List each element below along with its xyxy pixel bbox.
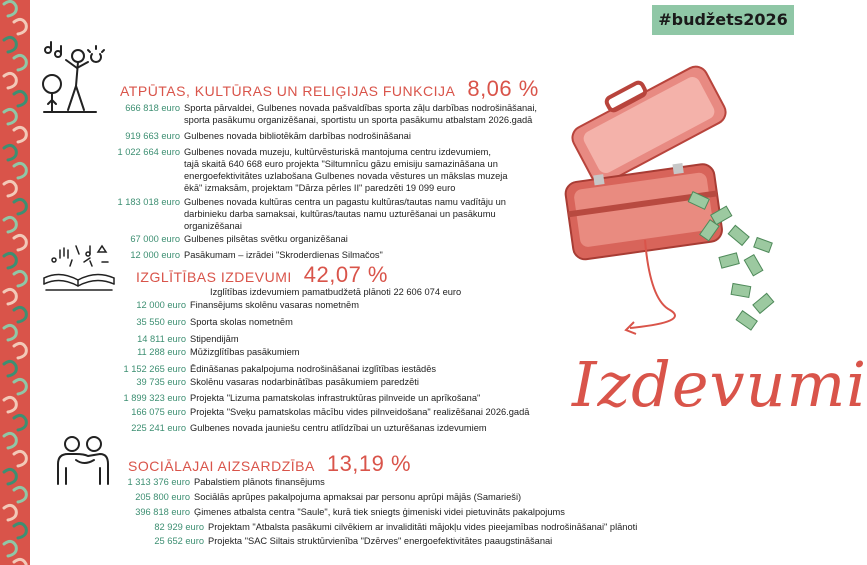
- dancing-people-icon: [38, 44, 108, 116]
- stripe-squiggle: [4, 217, 16, 232]
- budget-line-item: [100, 233, 348, 245]
- budget-line-item: [94, 476, 325, 488]
- budget-line-item: [94, 346, 300, 358]
- open-suitcase-with-money-illustration: [540, 60, 780, 360]
- amount: 35 550 euro: [136, 317, 186, 327]
- stripe-squiggle: [4, 397, 16, 412]
- item-description: Finansējums skolēnu vasaras nometnēm: [190, 300, 359, 310]
- budget-line-item: [100, 146, 508, 194]
- budget-line-item: [94, 422, 487, 434]
- amount: 919 663 euro: [125, 131, 180, 141]
- stripe-squiggle: [14, 415, 26, 430]
- budget-line-item: [94, 535, 552, 547]
- item-description: Sporta skolas nometnēm: [190, 317, 293, 327]
- amount: 205 800 euro: [135, 492, 190, 502]
- stripe-squiggle: [14, 487, 26, 502]
- education-section-heading: [136, 262, 388, 288]
- suitcase-body: [564, 159, 724, 261]
- culture-section-heading: [120, 76, 539, 102]
- stripe-squiggle: [4, 145, 16, 160]
- item-description: Gulbenes novada jauniešu centru atlīdzībai un uzturēšanas izdevumiem: [190, 423, 487, 433]
- item-description: Ēdināšanas pakalpojuma nodrošināšanai izglītības iestādēs: [190, 364, 437, 374]
- amount: 12 000 euro: [136, 300, 186, 310]
- amount: 67 000 euro: [130, 234, 180, 244]
- stripe-squiggle: [4, 37, 16, 52]
- stripe-squiggle: [14, 559, 26, 565]
- stripe-squiggle: [14, 451, 26, 466]
- stripe-squiggle: [4, 505, 16, 520]
- budget-line-item: [94, 406, 529, 418]
- item-description: Projekta "Lizuma pamatskolas infrastruktūras pilnveide un aprīkošana": [190, 393, 481, 403]
- stripe-squiggle: [14, 235, 26, 250]
- stripe-squiggle: [4, 433, 16, 448]
- budget-line-item: [94, 333, 239, 345]
- stripe-squiggle: [14, 55, 26, 70]
- budget-line-item: [94, 521, 637, 533]
- item-description: Gulbenes novada muzeju, kultūrvēsturiskā mantojuma centru izdevumiem, tajā skaitā 640 668 euro projekta "Siltumnīcu gāzu emisiju samazināšana un energoefektivitātes uzlabošana Gulbenes novada vēstures un mākslas muzeja ēkā" izmaksām, projektam "Dārza pērles II" paredzēti 19 099 euro: [184, 147, 508, 193]
- item-description: Projektam "Atbalsta pasākumi cilvēkiem ar invaliditāti mājokļu vides pieejamības nodrošināšanai" plānoti: [208, 522, 638, 532]
- stripe-squiggle: [4, 361, 16, 376]
- open-book-icon: [40, 240, 118, 296]
- budget-line-item: [100, 196, 506, 232]
- culture-percent: 8,06 %: [467, 76, 539, 101]
- item-description: Gulbenes novada kultūras centra un pagastu kultūras/tautas namu vadītāju un darbinieku darba samaksai, kultūras/tautas namu uzturēšanai un pasākumu organizēšanai: [184, 197, 506, 231]
- amount: 1 313 376 euro: [127, 477, 190, 487]
- item-description: Sporta pārvaldei, Gulbenes novada pašvaldības sporta zāļu darbības nodrošināšanai, sporta pasākumu organizēšanai, sportistu un sporta pasākumu atbalstam 2026.gadā: [184, 103, 537, 125]
- education-section-title: IZGLĪTĪBAS IZDEVUMI: [136, 269, 292, 285]
- item-description: Pasākumam – izrādei "Skroderdienas Silmačos": [184, 250, 383, 260]
- stripe-squiggle: [14, 163, 26, 178]
- education-percent: 42,07 %: [303, 262, 388, 287]
- decorative-side-stripe: [0, 0, 30, 565]
- item-description: Stipendijām: [190, 334, 239, 344]
- stripe-squiggle: [4, 253, 16, 268]
- culture-section-title: ATPŪTAS, KULTŪRAS UN RELIĢIJAS FUNKCIJA: [120, 83, 456, 99]
- stripe-squiggle: [4, 541, 16, 556]
- amount: 14 811 euro: [137, 334, 186, 344]
- stripe-squiggle: [14, 523, 26, 538]
- amount: 39 735 euro: [136, 377, 186, 387]
- stripe-squiggle: [14, 199, 26, 214]
- stripe-squiggle: [4, 325, 16, 340]
- budget-line-item: [100, 249, 383, 261]
- amount: 1 152 265 euro: [123, 364, 186, 374]
- stripe-squiggle: [4, 469, 16, 484]
- item-description: Sociālās aprūpes pakalpojuma apmaksai par personu aprūpi mājās (Samarieši): [194, 492, 522, 502]
- expenses-script-title: Izdevumi: [572, 348, 867, 421]
- item-description: Mūžizglītības pasākumiem: [190, 347, 300, 357]
- budget-line-item: [94, 392, 480, 404]
- amount: 11 288 euro: [137, 347, 186, 357]
- education-subtitle: Izglītības izdevumiem pamatbudžetā plānoti 22 606 074 euro: [210, 287, 462, 297]
- item-description: Projekta "SAC Siltais struktūrvienība "Dzērves" energoefektivitātes paaugstināšanai: [208, 536, 553, 546]
- item-description: Gulbenes pilsētas svētku organizēšanai: [184, 234, 348, 244]
- amount: 1 899 323 euro: [123, 393, 186, 403]
- amount: 1 183 018 euro: [117, 197, 180, 207]
- stripe-squiggle: [14, 379, 26, 394]
- amount: 666 818 euro: [125, 103, 180, 113]
- stripe-squiggle: [4, 109, 16, 124]
- stripe-squiggle: [14, 271, 26, 286]
- budget-line-item: [94, 506, 565, 518]
- budget-line-item: [94, 316, 293, 328]
- social-section-heading: [128, 451, 411, 477]
- social-percent: 13,19 %: [326, 451, 412, 476]
- stripe-squiggle: [4, 73, 16, 88]
- amount: 82 929 euro: [154, 522, 204, 532]
- amount: 25 652 euro: [154, 536, 204, 546]
- stripe-squiggle: [14, 19, 26, 34]
- item-description: Gulbenes novada bibliotēkām darbības nodrošināšanai: [184, 131, 411, 141]
- item-description: Ģimenes atbalsta centra "Saule", kurā tiek sniegts ģimeniski videi pietuvināts pakalpojums: [194, 507, 565, 517]
- budget-line-item: [94, 491, 521, 503]
- stripe-squiggle: [4, 181, 16, 196]
- item-description: Skolēnu vasaras nodarbinātības pasākumiem paredzēti: [190, 377, 419, 387]
- stripe-squiggle: [14, 307, 26, 322]
- hashtag-badge: #budžets2026: [652, 5, 794, 35]
- stripe-squiggle: [14, 127, 26, 142]
- amount: 225 241 euro: [131, 423, 186, 433]
- stripe-squiggle: [4, 289, 16, 304]
- stripe-squiggle: [4, 1, 16, 16]
- item-description: Projekta "Sveķu pamatskolas mācību vides pilnveidošana" realizēšanai 2026.gadā: [190, 407, 530, 417]
- budget-line-item: [94, 299, 359, 311]
- amount: 12 000 euro: [130, 250, 180, 260]
- budget-line-item: [94, 363, 436, 375]
- social-section-title: SOCIĀLAJAI AIZSARDZĪBA: [128, 458, 315, 474]
- budget-line-item: [100, 102, 537, 126]
- budget-line-item: [94, 376, 419, 388]
- amount: 166 075 euro: [131, 407, 186, 417]
- budget-line-item: [100, 130, 411, 142]
- stripe-squiggle: [14, 343, 26, 358]
- amount: 396 818 euro: [135, 507, 190, 517]
- stripe-squiggle: [14, 91, 26, 106]
- item-description: Pabalstiem plānots finansējums: [194, 477, 325, 487]
- amount: 1 022 664 euro: [117, 147, 180, 157]
